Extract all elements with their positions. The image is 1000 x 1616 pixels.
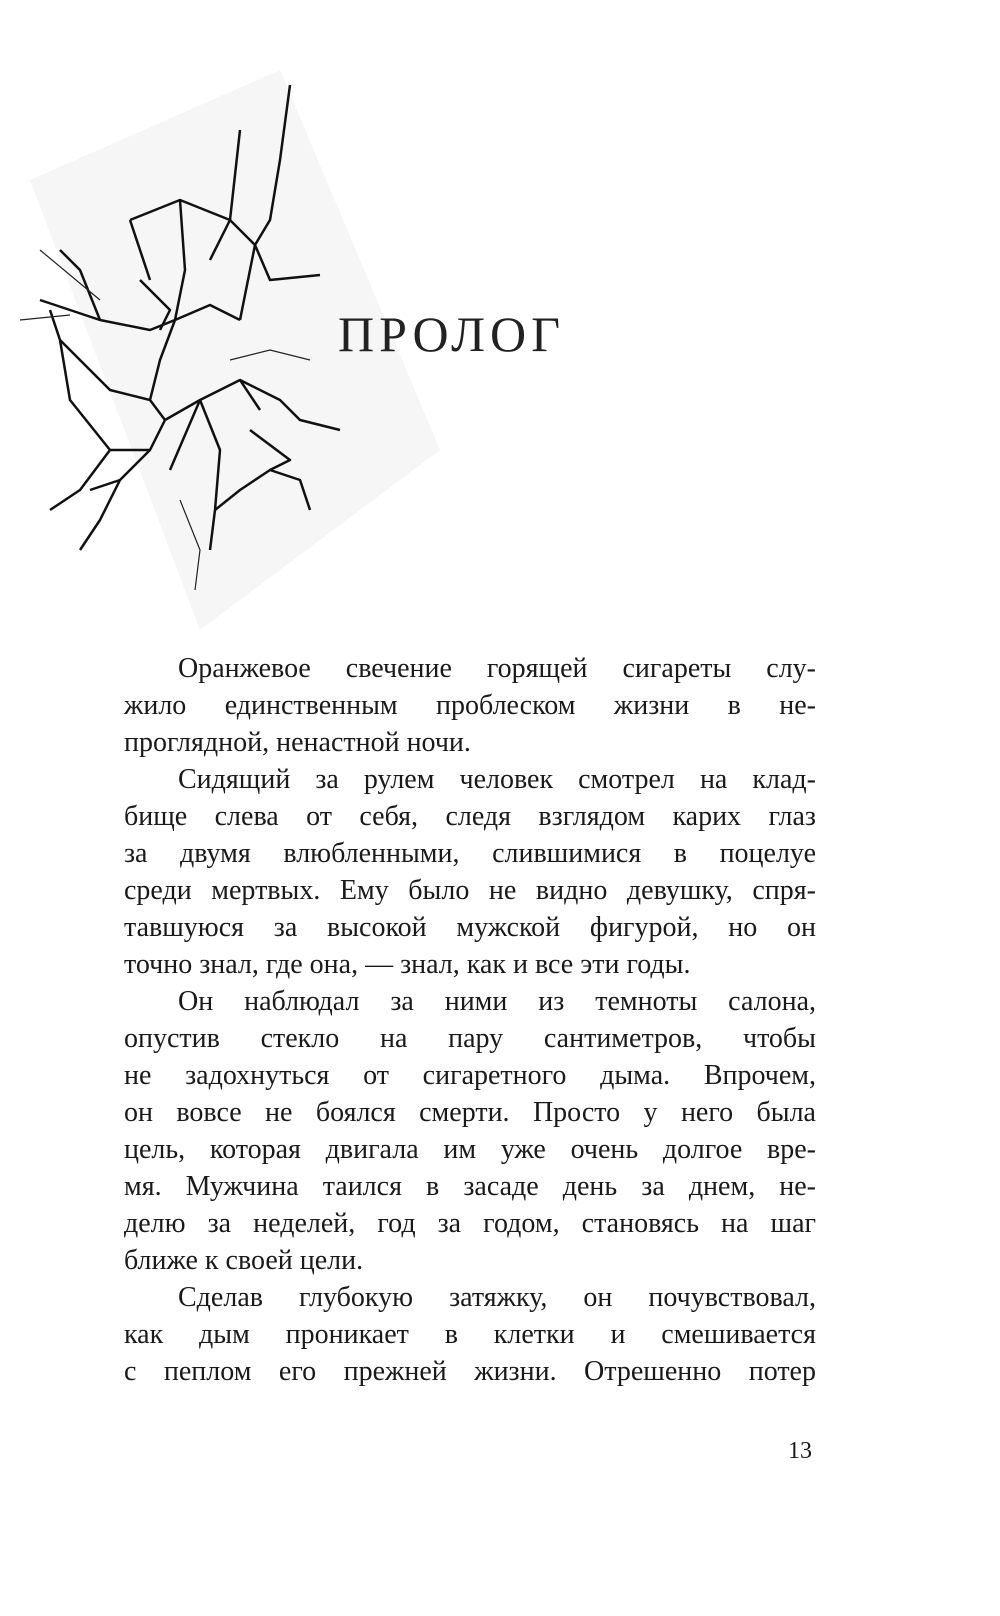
page-number: 13 bbox=[788, 1438, 812, 1464]
paragraph bbox=[124, 650, 816, 761]
text-line: опустив стекло на пару сантиметров, чтобы bbox=[124, 1023, 816, 1054]
text-line: жило единственным проблеском жизни в не- bbox=[124, 690, 816, 721]
text-line: ближе к своей цели. bbox=[124, 1245, 364, 1276]
text-line: за двумя влюбленными, слившимися в поцелуе bbox=[124, 838, 816, 869]
text-line: тавшуюся за высокой мужской фигурой, но он bbox=[124, 912, 816, 943]
text-line: цель, которая двигала им уже очень долгое вре- bbox=[124, 1134, 816, 1165]
text-line: среди мертвых. Ему было не видно девушку, спря- bbox=[124, 875, 816, 906]
text-line: мя. Мужчина таился в засаде день за днем, не- bbox=[124, 1171, 816, 1202]
text-line: Оранжевое свечение горящей сигареты слу- bbox=[178, 653, 816, 684]
text-line: Он наблюдал за ними из темноты салона, bbox=[178, 986, 816, 1017]
text-line: бище слева от себя, следя взглядом карих глаз bbox=[124, 801, 816, 832]
paragraph bbox=[124, 983, 816, 1279]
text-line: точно знал, где она, — знал, как и все эти годы. bbox=[124, 949, 691, 980]
text-line: как дым проникает в клетки и смешивается bbox=[124, 1319, 816, 1350]
text-line: он вовсе не боялся смерти. Просто у него была bbox=[124, 1097, 816, 1128]
text-line: с пеплом его прежней жизни. Отрешенно потер bbox=[124, 1356, 816, 1387]
body-text bbox=[124, 650, 816, 1390]
text-line: не задохнуться от сигаретного дыма. Впрочем, bbox=[124, 1060, 816, 1091]
text-line: Сделав глубокую затяжку, он почувствовал, bbox=[178, 1282, 816, 1313]
paragraph bbox=[124, 761, 816, 983]
text-line: Сидящий за рулем человек смотрел на клад- bbox=[178, 764, 816, 795]
paragraph bbox=[124, 1279, 816, 1390]
text-line: проглядной, ненастной ночи. bbox=[124, 727, 471, 758]
text-line: делю за неделей, год за годом, становясь на шаг bbox=[124, 1208, 816, 1239]
chapter-title: ПРОЛОГ bbox=[338, 306, 566, 362]
